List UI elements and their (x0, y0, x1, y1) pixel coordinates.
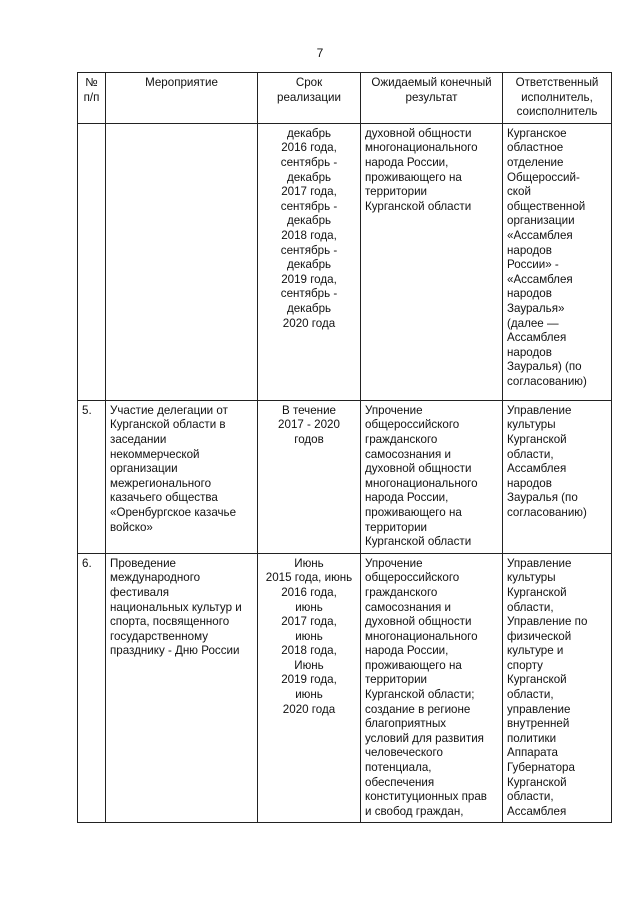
cell-line: народа России, (365, 644, 449, 658)
header-line: п/п (83, 90, 100, 104)
cell-line: Ассамблея (507, 804, 567, 818)
cell-line: (далее — (507, 316, 559, 330)
cell-line: управление (507, 702, 571, 716)
cell-line: 2016 года, (281, 141, 337, 155)
cell-line: июнь (295, 600, 323, 614)
cell-term (258, 123, 361, 400)
cell-line: Курганской (507, 673, 567, 687)
header-line: Ответственный (515, 76, 599, 89)
table-row (78, 553, 612, 823)
cell-line: и свобод граждан, (365, 804, 464, 818)
cell-event (106, 400, 258, 553)
cell-line: декабрь (286, 258, 332, 272)
cell-line: культуры (507, 571, 556, 585)
cell-line: народов (507, 476, 552, 490)
header-term (258, 73, 361, 124)
cell-line: многонационального (365, 629, 478, 643)
cell-line: ской (507, 185, 531, 199)
cell-line: условий для развития (365, 731, 484, 745)
cell-line: области, (507, 600, 554, 614)
header-line: результат (405, 90, 458, 104)
cell-line: территории (365, 520, 428, 534)
cell-line: годов (294, 432, 324, 446)
cell-line: сентябрь - (280, 155, 338, 169)
cell-line: некоммерческой (110, 447, 200, 461)
cell-line: В течение (281, 403, 336, 417)
cell-line: Зауралья) (по (507, 360, 582, 374)
cell-line: Зауралья (по (507, 491, 578, 505)
cell-line: 2020 года (282, 316, 336, 330)
cell-line: Курганской (507, 585, 567, 599)
cell-event (106, 553, 258, 823)
cell-event (106, 123, 258, 400)
cell-line: Ассамблея (507, 462, 567, 476)
cell-line: самосознания и (365, 447, 451, 461)
cell-line: проживающего на (365, 170, 462, 184)
cell-term (258, 400, 361, 553)
cell-num: 5. (78, 400, 106, 553)
cell-line: спорту (507, 658, 543, 672)
cell-line: 2015 года, июнь (265, 571, 353, 585)
cell-line: сентябрь - (280, 199, 338, 213)
cell-line: гражданского (365, 432, 438, 446)
cell-line: проживающего на (365, 658, 462, 672)
header-line: Ожидаемый конечный (371, 76, 492, 89)
cell-line: духовной общности (365, 615, 472, 629)
cell-line: многонационального (365, 141, 478, 155)
cell-line: отделение (507, 155, 564, 169)
cell-line: 2016 года, (281, 585, 337, 599)
cell-responsible (503, 553, 612, 823)
header-line: Срок (295, 76, 323, 89)
cell-result (361, 553, 503, 823)
cell-line: декабрь (286, 126, 332, 140)
cell-line: культуре и (507, 644, 564, 658)
table-header-row (78, 73, 612, 124)
cell-line: июнь (295, 629, 323, 643)
cell-line: территории (365, 185, 428, 199)
cell-line: области, (507, 688, 554, 702)
cell-line: войско» (110, 520, 153, 534)
cell-line: 2019 года, (281, 272, 337, 286)
cell-result (361, 123, 503, 400)
cell-line: народов (507, 287, 552, 301)
cell-line: международного (110, 571, 201, 585)
cell-line: области, (507, 447, 554, 461)
cell-line: духовной общности (365, 462, 472, 476)
table-row (78, 123, 612, 400)
cell-line: государственному (110, 629, 209, 643)
cell-line: согласованию) (507, 505, 587, 519)
cell-line: Управление по (507, 615, 588, 629)
cell-line: Ассамблея (507, 331, 567, 345)
cell-line: 2017 года, (281, 615, 337, 629)
cell-line: Общероссий- (507, 170, 580, 184)
cell-line: Курганской области; (365, 688, 475, 702)
cell-line: Июнь (294, 658, 324, 672)
cell-line: территории (365, 673, 428, 687)
cell-line: общероссийского (365, 418, 460, 432)
cell-line: 2018 года, (281, 644, 337, 658)
cell-line: июнь (295, 688, 323, 702)
cell-line: народа России, (365, 155, 449, 169)
cell-line: спорта, посвященного (110, 615, 230, 629)
cell-responsible (503, 123, 612, 400)
cell-line: многонационального (365, 476, 478, 490)
cell-result (361, 400, 503, 553)
cell-line: конституционных прав (365, 790, 487, 804)
cell-line: 2020 года (282, 702, 336, 716)
cell-line: «Ассамблея (507, 228, 573, 242)
cell-line: духовной общности (365, 126, 472, 140)
cell-line: декабрь (286, 214, 332, 228)
cell-line: культуры (507, 418, 556, 432)
cell-line: декабрь (286, 301, 332, 315)
cell-line: Упрочение (365, 556, 423, 570)
cell-line: Проведение (110, 556, 176, 570)
cell-term (258, 553, 361, 823)
cell-line: Курганской (507, 432, 567, 446)
cell-num: 6. (78, 553, 106, 823)
cell-line: Упрочение (365, 403, 423, 417)
cell-line: благоприятных (365, 717, 447, 731)
cell-responsible (503, 400, 612, 553)
header-num (78, 73, 106, 124)
cell-line: Курганской (507, 775, 567, 789)
cell-line: самосознания и (365, 600, 451, 614)
header-line: Мероприятие (145, 76, 218, 89)
cell-line: 2017 - 2020 (278, 418, 340, 432)
cell-line: человеческого (365, 746, 443, 760)
cell-line: общероссийского (365, 571, 460, 585)
cell-line: внутренней (507, 717, 570, 731)
cell-line: Курганское (507, 126, 567, 140)
page-number: 7 (316, 46, 324, 60)
cell-line: организации (507, 214, 575, 228)
table-row (78, 400, 612, 553)
cell-line: заседании (110, 432, 167, 446)
header-event (106, 73, 258, 124)
header-responsible (503, 73, 612, 124)
header-line: № (85, 76, 98, 89)
cell-line: обеспечения (365, 775, 435, 789)
cell-line: гражданского (365, 585, 438, 599)
cell-line: «Оренбургское казачье (110, 505, 237, 519)
cell-line: проживающего на (365, 505, 462, 519)
cell-line: национальных культур и (110, 600, 242, 614)
cell-line: Июнь (294, 556, 324, 570)
header-line: реализации (277, 90, 341, 104)
cell-line: Курганской области (365, 535, 472, 549)
cell-line: сентябрь - (280, 243, 338, 257)
header-line: исполнитель, (521, 90, 593, 104)
cell-line: народа России, (365, 491, 449, 505)
header-result (361, 73, 503, 124)
cell-line: 2018 года, (281, 228, 337, 242)
header-line: соисполнитель (516, 105, 598, 119)
cell-line: Губернатора (507, 761, 575, 775)
cell-line: межрегионального (110, 476, 212, 490)
cell-line: Курганской области в (110, 418, 226, 432)
cell-line: 2017 года, (281, 185, 337, 199)
cell-line: фестиваля (110, 585, 170, 599)
cell-line: народов (507, 243, 552, 257)
cell-line: Зауралья» (507, 301, 565, 315)
events-table (77, 72, 612, 823)
cell-line: Участие делегации от (110, 403, 228, 417)
cell-line: потенциала, (365, 761, 432, 775)
cell-line: декабрь (286, 170, 332, 184)
cell-line: согласованию) (507, 374, 587, 388)
cell-line: Аппарата (507, 746, 559, 760)
cell-line: области, (507, 790, 554, 804)
cell-line: физической (507, 629, 572, 643)
cell-num (78, 123, 106, 400)
cell-line: политики (507, 731, 557, 745)
cell-line: общественной (507, 199, 586, 213)
cell-line: создание в регионе (365, 702, 471, 716)
cell-line: сентябрь - (280, 287, 338, 301)
cell-line: России» - (507, 258, 559, 272)
cell-line: 2019 года, (281, 673, 337, 687)
cell-line: Управление (507, 556, 572, 570)
cell-line: организации (110, 462, 178, 476)
cell-line: народов (507, 345, 552, 359)
cell-line: празднику - Дню России (110, 644, 240, 658)
cell-line: Курганской области (365, 199, 472, 213)
cell-line: Управление (507, 403, 572, 417)
cell-line: «Ассамблея (507, 272, 573, 286)
cell-line: казачьего общества (110, 491, 218, 505)
cell-line: областное (507, 141, 564, 155)
